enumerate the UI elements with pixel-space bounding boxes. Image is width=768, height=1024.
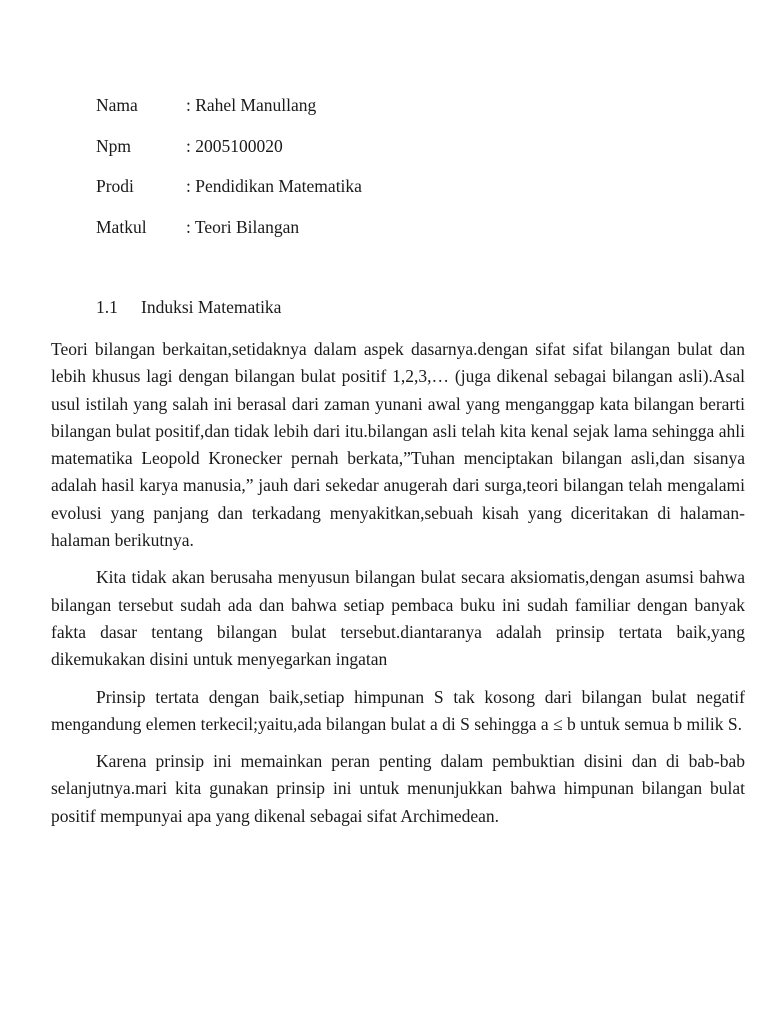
info-row-nama [96,92,696,118]
info-row-matkul [96,214,696,240]
section-number: 1.1 [96,297,118,317]
paragraph-2: Kita tidak akan berusaha menyusun bilangan bulat secara aksiomatis,dengan asumsi bahwa bilangan tersebut sudah ada dan bahwa setiap pembaca buku ini sudah familiar dengan banyak fakta dasar tentang bilangan bulat tersebut.diantaranya adalah prinsip tertata baik,yang dikemukakan disini untuk menyegarkan ingatan [51,567,745,670]
section-title: Induksi Matematika [141,297,282,317]
info-value-prodi: : Pendidikan Matematika [186,176,362,197]
info-label-npm: Npm [96,135,131,156]
info-row-npm [96,133,696,159]
student-info-block [96,92,696,255]
paragraph-1: Teori bilangan berkaitan,setidaknya dalam aspek dasarnya.dengan sifat sifat bilangan bulat dan lebih khusus lagi dengan bilangan bulat positif 1,2,3,… (juga dikenal sebagai bilangan asli).Asal usul istilah yang salah ini berasal dari zaman yunani awal yang menganggap kata bilangan berarti bilangan bulat positif,dan tidak lebih dari itu.bilangan asli telah kita kenal sejak lama sehingga ahli matematika Leopold Kronecker pernah berkata,”Tuhan menciptakan bilangan asli,dan sisanya adalah hasil karya manusia,” jauh dari sekedar anugerah dari surga,teori bilangan telah mengalami evolusi yang panjang dan terkadang menyakitkan,sebuah kisah yang diceritakan di halaman-halaman berikutnya. [51,339,745,551]
section-heading [96,294,281,320]
paragraph-4: Karena prinsip ini memainkan peran penting dalam pembuktian disini dan di bab-bab selanjutnya.mari kita gunakan prinsip ini untuk menunjukkan bahwa himpunan bilangan bulat positif mempunyai apa yang dikenal sebagai sifat Archimedean. [51,751,745,826]
info-value-matkul: : Teori Bilangan [186,217,300,238]
info-row-prodi [96,173,696,199]
paragraph-3: Prinsip tertata dengan baik,setiap himpunan S tak kosong dari bilangan bulat negatif mengandung elemen terkecil;yaitu,ada bilangan bulat a di S sehingga a ≤ b untuk semua b milik S. [51,686,745,734]
info-value-npm: : 2005100020 [186,135,283,156]
info-label-nama: Nama [96,95,138,115]
info-label-matkul: Matkul [96,217,147,238]
info-label-prodi: Prodi [96,176,134,197]
body-text [51,336,745,840]
info-value-nama: : Rahel Manullang [186,95,317,115]
